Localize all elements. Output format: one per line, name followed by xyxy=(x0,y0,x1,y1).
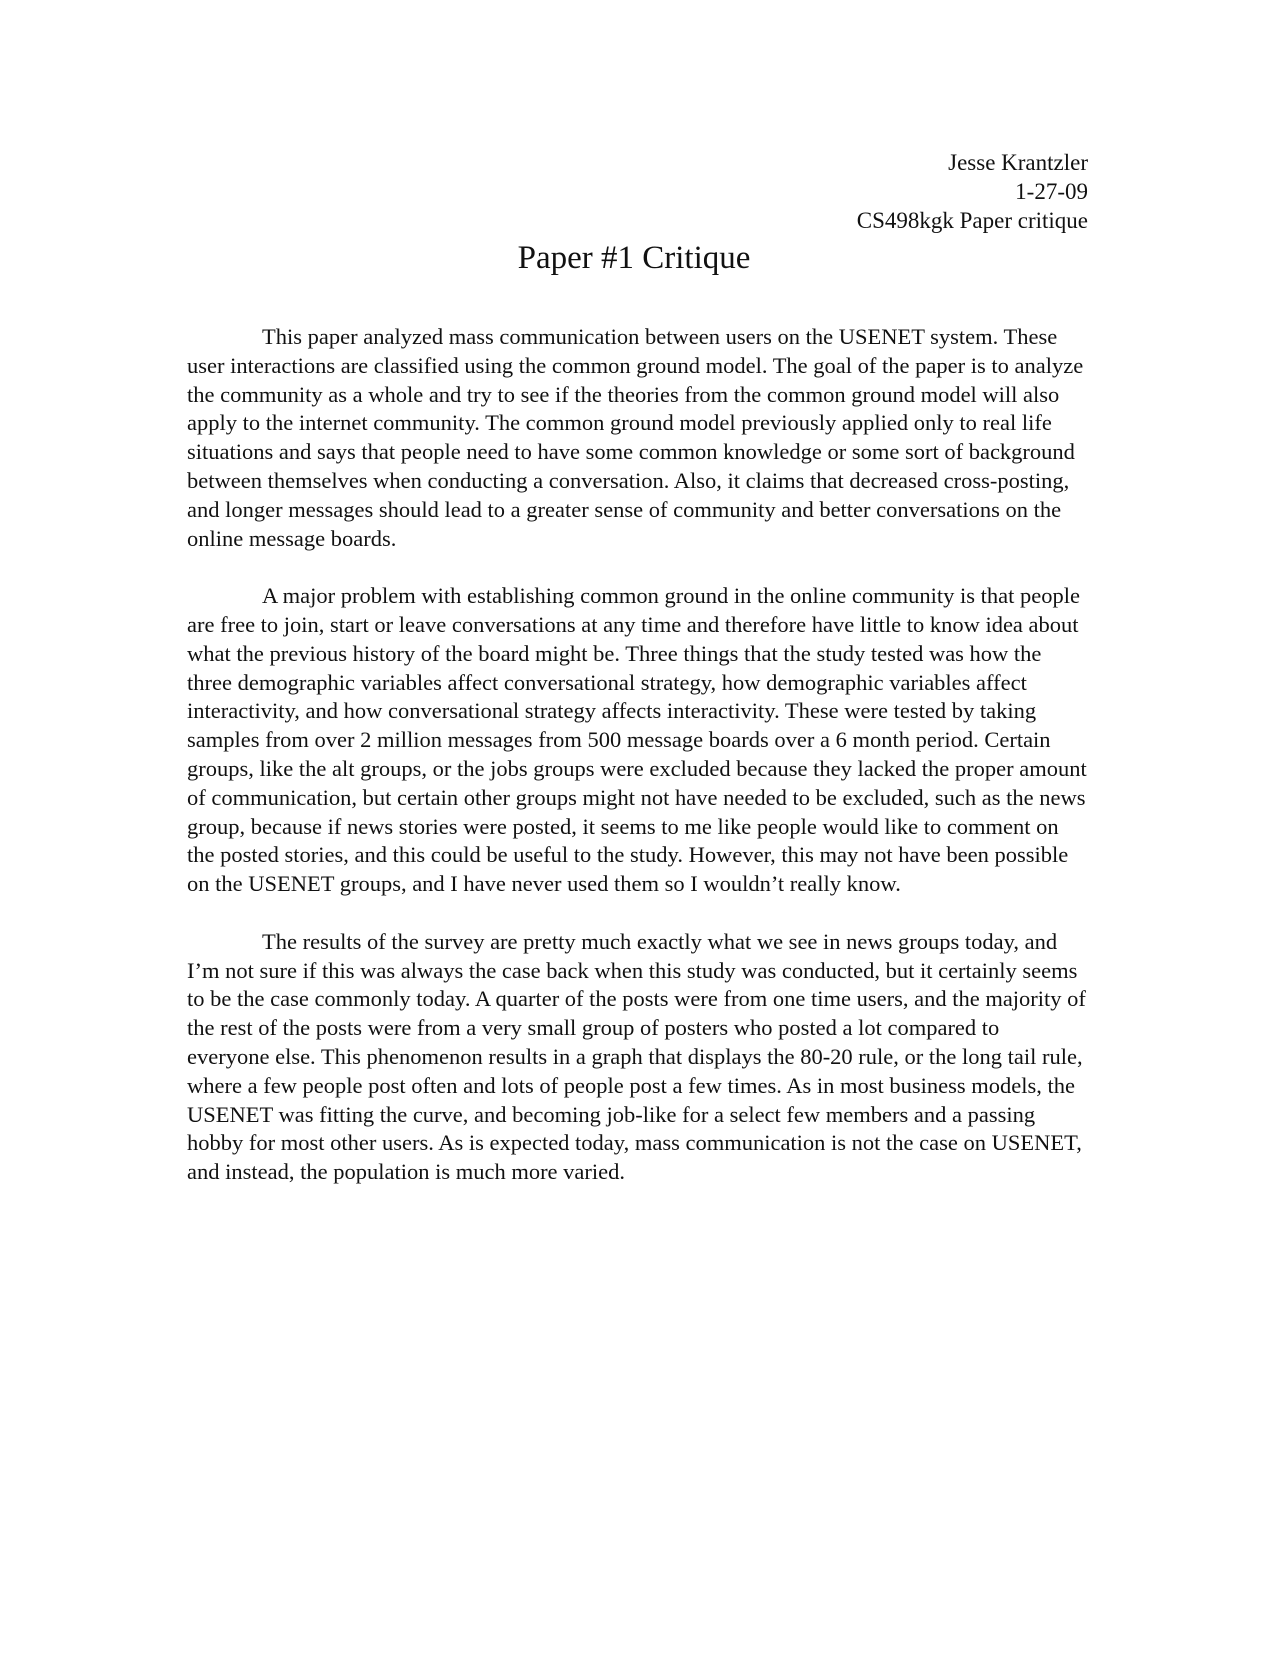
author-name: Jesse Krantzler xyxy=(948,150,1088,175)
document-body xyxy=(187,323,1087,1187)
paragraph-3: The results of the survey are pretty much exactly what we see in news groups today, and I’m not sure if this was always the case back when this study was conducted, but it certainly seems to be the case commonly today. A quarter of the posts were from one time users, and the majority of the rest of the posts were from a very small group of posters who posted a lot compared to everyone else. This phenomenon results in a graph that displays the 80-20 rule, or the long tail rule, where a few people post often and lots of people post a few times. As in most business models, the USENET was fitting the curve, and becoming job-like for a select few members and a passing hobby for most other users. As is expected today, mass communication is not the case on USENET, and instead, the population is much more varied. xyxy=(187,928,1086,1185)
paragraph-1: This paper analyzed mass communication between users on the USENET system. These user interactions are classified using the common ground model. The goal of the paper is to analyze the community as a whole and try to see if the theories from the common ground model will also apply to the internet community. The common ground model previously applied only to real life situations and says that people need to have some common knowledge or some sort of background between themselves when conducting a conversation. Also, it claims that decreased cross-posting, and longer messages should lead to a greater sense of community and better conversations on the online message boards. xyxy=(187,324,1084,551)
document-date: 1-27-09 xyxy=(1015,179,1088,204)
course-label: CS498kgk Paper critique xyxy=(856,208,1088,233)
document-title: Paper #1 Critique xyxy=(517,240,751,276)
document-header xyxy=(857,148,1088,235)
paragraph-2: A major problem with establishing common ground in the online community is that people are free to join, start or leave conversations at any time and therefore have little to know idea about what the previous history of the board might be. Three things that the study tested was how the three demographic variables affect conversational strategy, how demographic variables affect interactivity, and how conversational strategy affects interactivity. These were tested by taking samples from over 2 million messages from 500 message boards over a 6 month period. Certain groups, like the alt groups, or the jobs groups were excluded because they lacked the proper amount of communication, but certain other groups might not have needed to be excluded, such as the news group, because if news stories were posted, it seems to me like people would like to comment on the posted stories, and this could be useful to the study. However, this may not have been possible on the USENET groups, and I have never used them so I wouldn’t really know. xyxy=(187,583,1087,897)
